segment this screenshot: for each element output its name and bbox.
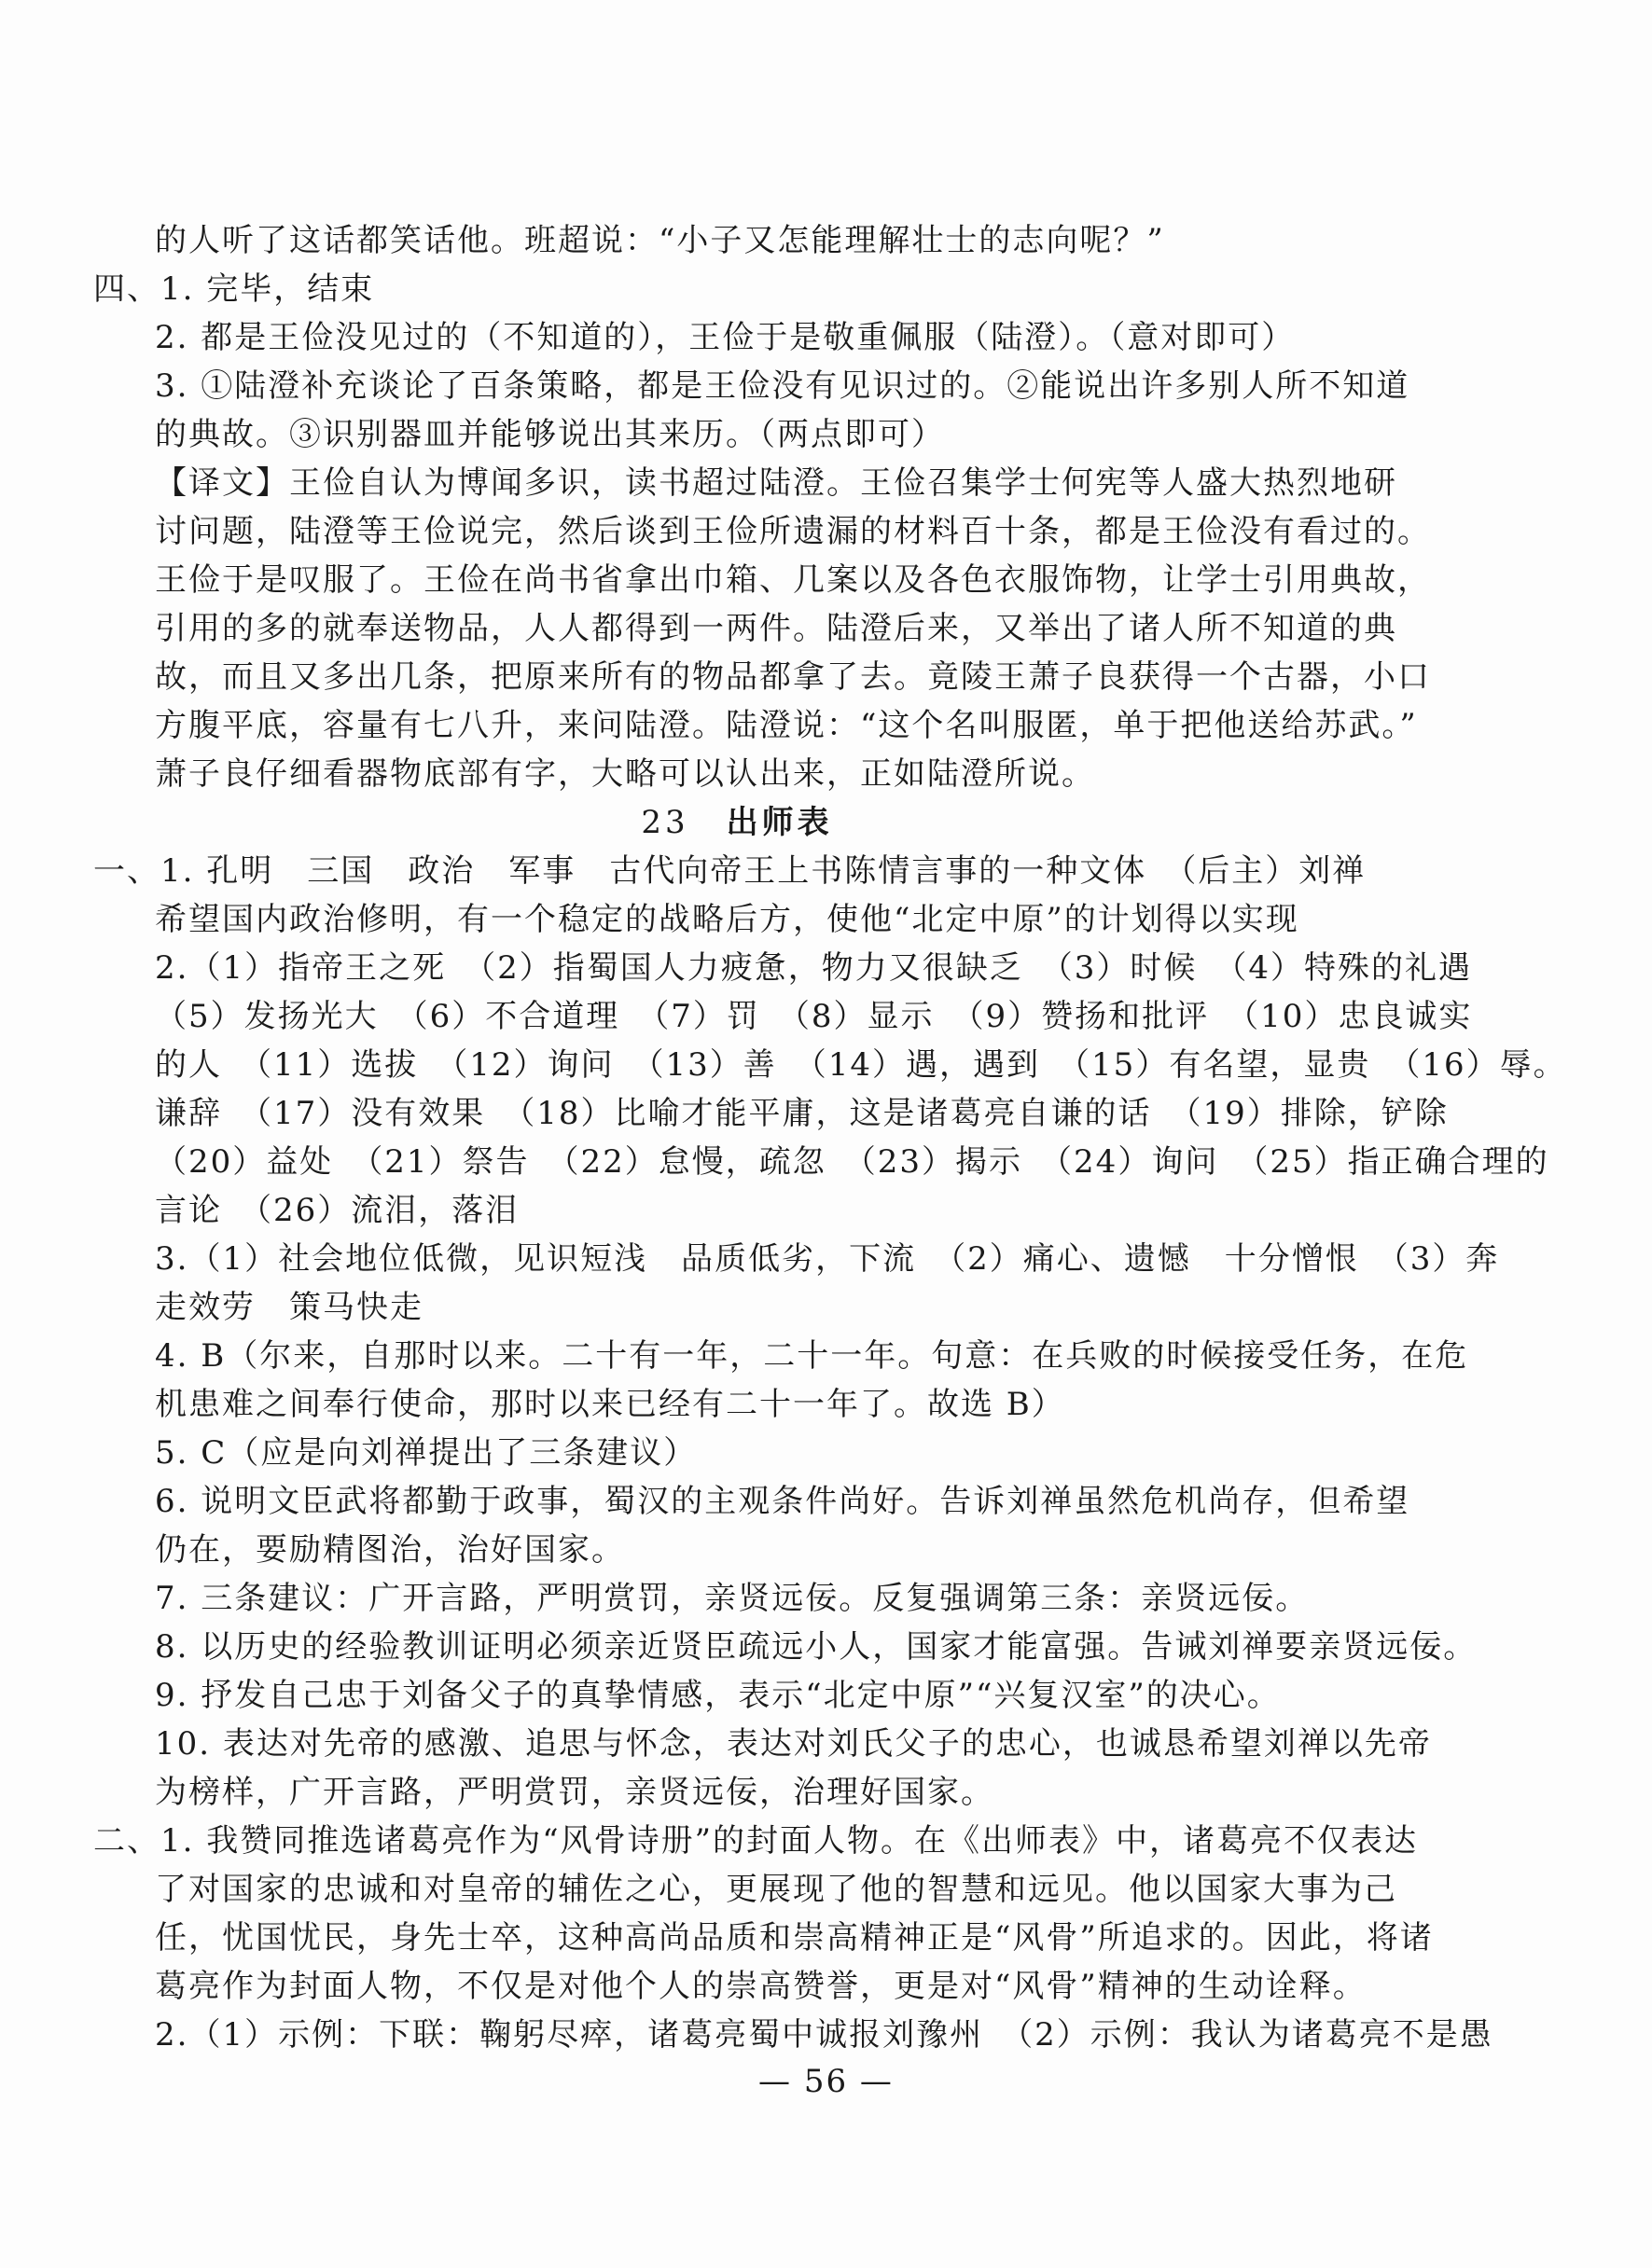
text-line: 葛亮作为封面人物，不仅是对他个人的崇高赞誉，更是对“风骨”精神的生动诠释。 [155,1968,1367,2005]
text-line: 二、1. 我赞同推选诸葛亮作为“风骨诗册”的封面人物。在《出师表》中，诸葛亮不仅表达 [93,1822,1419,1860]
text-line: 3.（1）社会地位低微，见识短浅 品质低劣，下流 （2）痛心、遗憾 十分憎恨 （3）奔 [155,1240,1500,1278]
text-line: 王俭于是叹服了。王俭在尚书省拿出巾箱、几案以及各色衣服饰物，让学士引用典故， [155,561,1431,599]
text-line: 4. B（尔来，自那时以来。二十有一年，二十一年。句意：在兵败的时候接受任务，在危 [155,1337,1469,1375]
text-line: 的典故。③识别器皿并能够说出其来历。（两点即可） [155,416,945,453]
text-line: 仍在，要励精图治，治好国家。 [155,1531,625,1569]
page-number: — 56 — [758,2063,894,2100]
text-line: 9. 抒发自己忠于刘备父子的真挚情感，表示“北定中原”“兴复汉室”的决心。 [155,1677,1281,1714]
text-line: 方腹平底，容量有七八升，来问陆澄。陆澄说：“这个名叫服匿，单于把他送给苏武。” [155,707,1418,744]
text-line: 的人听了这话都笑话他。班超说：“小子又怎能理解壮士的志向呢？” [155,222,1165,259]
text-line: 走效劳 策马快走 [155,1289,423,1326]
text-line: 2. 都是王俭没见过的（不知道的），王俭于是敬重佩服（陆澄）。（意对即可） [155,319,1296,356]
text-line: 讨问题，陆澄等王俭说完，然后谈到王俭所遗漏的材料百十条，都是王俭没有看过的。 [155,513,1431,550]
text-line: 故，而且又多出几条，把原来所有的物品都拿了去。竟陵王萧子良获得一个古器，小口 [155,658,1431,696]
text-line: 四、1. 完毕，结束 [93,270,375,308]
text-line: 萧子良仔细看器物底部有字，大略可以认出来，正如陆澄所说。 [155,755,1095,793]
section-title-text: 出师表 [726,804,833,841]
text-line: 5. C（应是向刘禅提出了三条建议） [155,1434,698,1472]
text-line: 2.（1）示例：下联：鞠躬尽瘁，诸葛亮蜀中诚报刘豫州 （2）示例：我认为诸葛亮不是愚 [155,2016,1493,2054]
text-line: 7. 三条建议：广开言路，严明赏罚，亲贤远佞。反复强调第三条：亲贤远佞。 [155,1580,1310,1617]
text-line: （20）益处 （21）祭告 （22）怠慢，疏忽 （23）揭示 （24）询问 （25）指正确合理的 [155,1143,1549,1181]
text-line: （5）发扬光大 （6）不合道理 （7）罚 （8）显示 （9）赞扬和批评 （10）忠良诚实 [155,998,1473,1035]
text-line: 一、1. 孔明 三国 政治 军事 古代向帝王上书陈情言事的一种文体 （后主）刘禅 [93,852,1367,890]
text-line: 谦辞 （17）没有效果 （18）比喻才能平庸，这是诸葛亮自谦的话 （19）排除，铲除 [155,1095,1449,1132]
text-line: 【译文】王俭自认为博闻多识，读书超过陆澄。王俭召集学士何宪等人盛大热烈地研 [155,464,1397,502]
text-line: 6. 说明文臣武将都勤于政事，蜀汉的主观条件尚好。告诉刘禅虽然危机尚存，但希望 [155,1483,1410,1520]
text-line: 了对国家的忠诚和对皇帝的辅佐之心，更展现了他的智慧和远见。他以国家大事为己 [155,1871,1397,1908]
text-line: 言论 （26）流泪，落泪 [155,1192,520,1229]
text-line: 10. 表达对先帝的感激、追思与怀念，表达对刘氏父子的忠心，也诚恳希望刘禅以先帝 [155,1725,1432,1763]
text-line: 为榜样，广开言路，严明赏罚，亲贤远佞，治理好国家。 [155,1774,994,1811]
section-title [93,798,1381,847]
text-line: 希望国内政治修明，有一个稳定的战略后方，使他“北定中原”的计划得以实现 [155,901,1299,938]
text-line: 8. 以历史的经验教训证明必须亲近贤臣疏远小人，国家才能富强。告诫刘禅要亲贤远佞。 [155,1628,1478,1666]
text-line: 的人 （11）选拔 （12）询问 （13）善 （14）遇，遇到 （15）有名望，显贵 （16）辱。 [155,1046,1567,1084]
page-content [93,216,1567,2059]
text-line: 3. ①陆澄补充谈论了百条策略，都是王俭没有见识过的。②能说出许多别人所不知道 [155,367,1410,405]
text-line: 任，忧国忧民，身先士卒，这种高尚品质和崇高精神正是“风骨”所追求的。因此，将诸 [155,1919,1434,1957]
text-line: 2.（1）指帝王之死 （2）指蜀国人力疲惫，物力又很缺乏 （3）时候 （4）特殊的礼遇 [155,949,1472,987]
text-line: 引用的多的就奉送物品，人人都得到一两件。陆澄后来，又举出了诸人所不知道的典 [155,610,1397,647]
section-number: 23 [641,804,689,841]
text-line: 机患难之间奉行使命，那时以来已经有二十一年了。故选 B） [155,1386,1065,1423]
